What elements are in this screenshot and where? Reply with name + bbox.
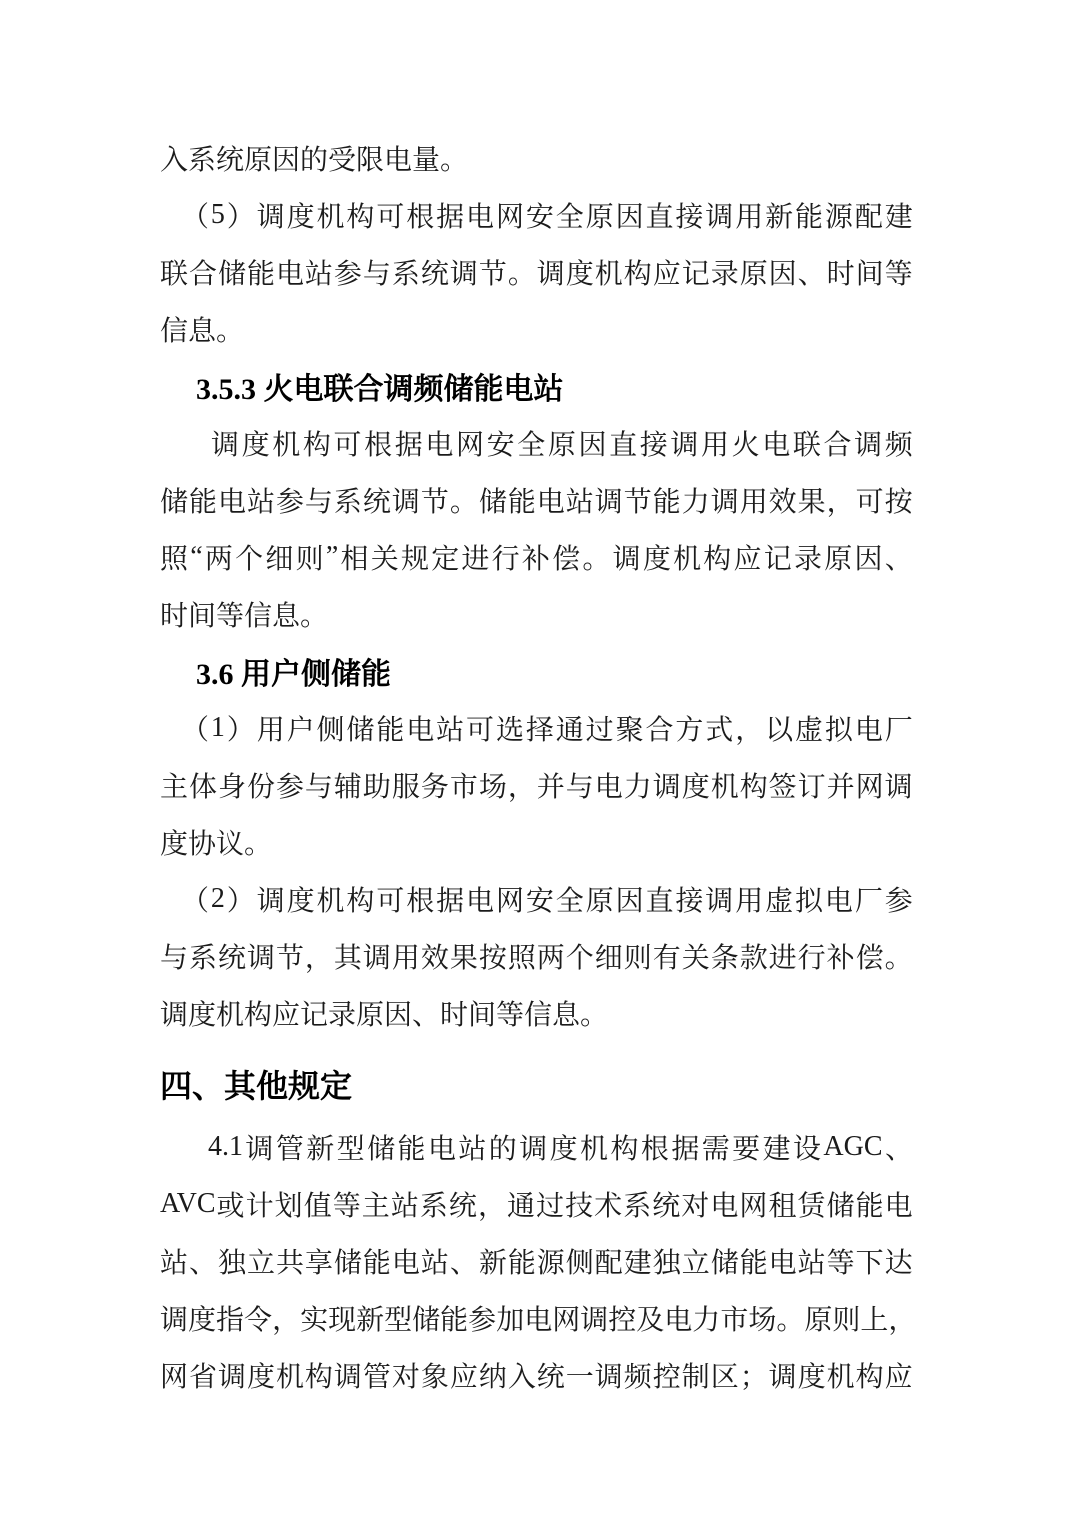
text-line: AVC 或 计 划 值 等 主 站 系 统 ， 通 过 技 术 系 统 对 电 网 租 赁 储 能 电	[160, 1187, 913, 1222]
text-line: 调 度 机 构 可 根 据 电 网 安 全 原 因 直 接 调 用 火 电 联 合 调 频	[211, 429, 913, 461]
heading-3-6: 3.6 用户侧储能	[196, 657, 391, 691]
heading-3-5-3: 3.5.3 火电联合调频储能电站	[196, 372, 564, 406]
text-line: 调度机构应记录原因、时间等信息。	[160, 999, 609, 1031]
text-line: 4.1 调 管 新 型 储 能 电 站 的 调 度 机 构 根 据 需 要 建 设 AGC 、	[208, 1130, 913, 1165]
page-content	[160, 129, 917, 1403]
text-line: （ 1 ） 用 户 侧 储 能 电 站 可 选 择 通 过 聚 合 方 式 ， 以 虚 拟 电 厂	[181, 711, 913, 746]
text-line: 储 能 电 站 参 与 系 统 调 节 。 储 能 电 站 调 节 能 力 调 用 效 果 ， 可 按	[160, 486, 913, 518]
text-line: 网 省 调 度 机 构 调 管 对 象 应 纳 入 统 一 调 频 控 制 区 ； 调 度 机 构 应	[160, 1361, 913, 1393]
text-line: 照 “ 两 个 细 则 ” 相 关 规 定 进 行 补 偿 。 调 度 机 构 应 记 录 原 因 、	[160, 540, 913, 575]
text-line: 调 度 指 令 ， 实 现 新 型 储 能 参 加 电 网 调 控 及 电 力 市 场 。 原 则 上 ，	[160, 1304, 917, 1336]
text-line: 度协议。	[160, 828, 273, 860]
text-line: 时间等信息。	[160, 600, 329, 632]
text-line: 与 系 统 调 节 ， 其 调 用 效 果 按 照 两 个 细 则 有 关 条 款 进 行 补 偿 。	[160, 942, 913, 974]
text-line: （ 2 ） 调 度 机 构 可 根 据 电 网 安 全 原 因 直 接 调 用 虚 拟 电 厂 参	[181, 882, 913, 917]
heading-chapter-4: 四、其他规定	[160, 1067, 353, 1104]
text-line: 联 合 储 能 电 站 参 与 系 统 调 节 。 调 度 机 构 应 记 录 原 因 、 时 间 等	[160, 258, 913, 290]
text-line: 入系统原因的受限电量。	[160, 144, 469, 176]
text-line: 主 体 身 份 参 与 辅 助 服 务 市 场 ， 并 与 电 力 调 度 机 构 签 订 并 网 调	[160, 771, 913, 803]
text-line: （ 5 ） 调 度 机 构 可 根 据 电 网 安 全 原 因 直 接 调 用 新 能 源 配 建	[181, 198, 913, 233]
text-line: 站 、 独 立 共 享 储 能 电 站 、 新 能 源 侧 配 建 独 立 储 能 电 站 等 下 达	[160, 1247, 913, 1279]
text-line: 信息。	[160, 315, 245, 347]
